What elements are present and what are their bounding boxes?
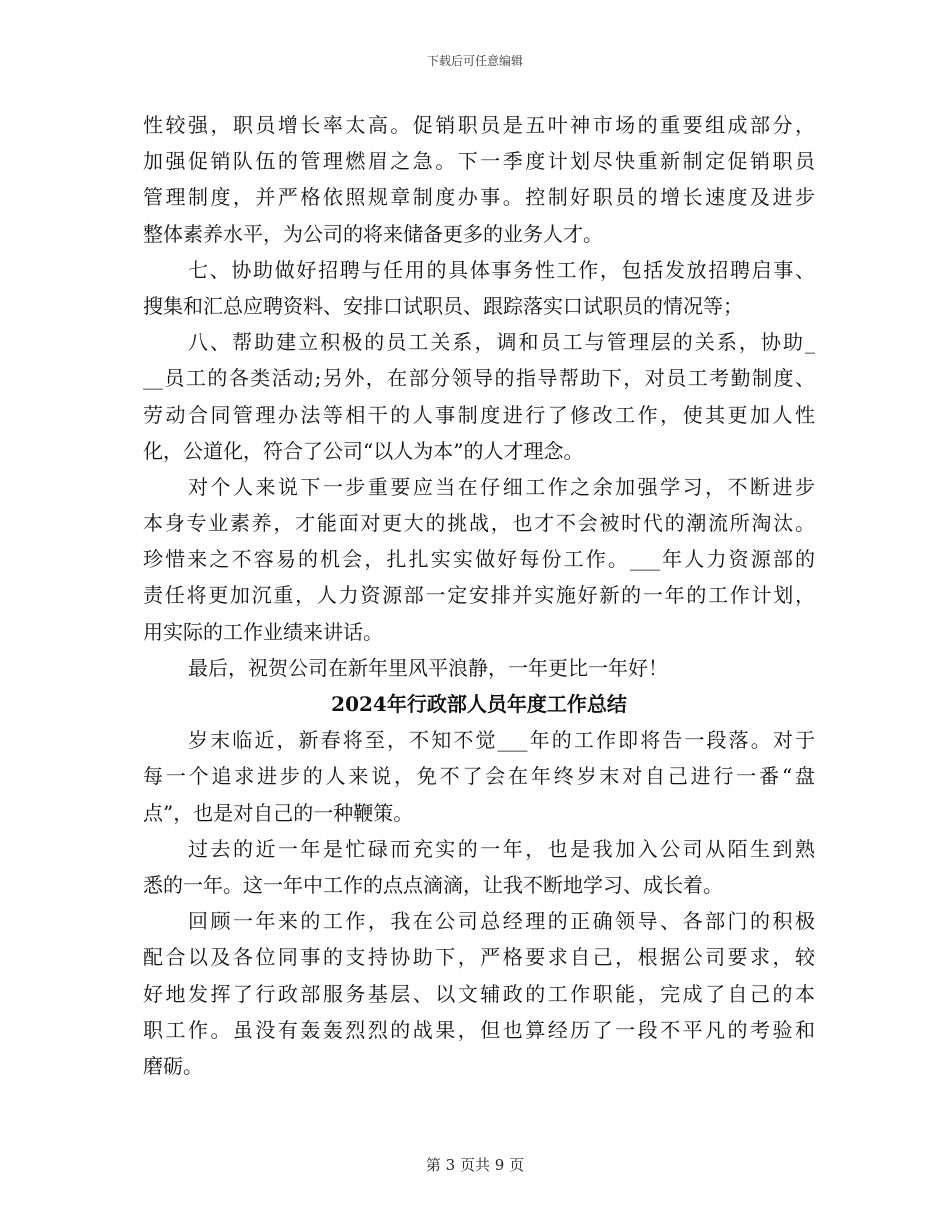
text-line: 本身专业素养，才能面对更大的挑战，也才不会被时代的潮流所淘汰。 xyxy=(143,511,815,536)
text-line: 最后，祝贺公司在新年里风平浪静，一年更比一年好！ xyxy=(188,655,668,680)
text-line: 八、帮助建立积极的员工关系，调和员工与管理层的关系，协助_ xyxy=(188,330,815,355)
page-header: 下载后可任意编辑 xyxy=(426,54,523,68)
text-line: 七、协助做好招聘与任用的具体事务性工作，包括发放招聘启事、 xyxy=(188,257,815,282)
text-line: 岁末临近，新春将至，不知不觉___年的工作即将告一段落。对于 xyxy=(188,728,815,753)
text-line: __员工的各类活动;另外，在部分领导的指导帮助下，对员工考勤制度、 xyxy=(143,366,815,391)
text-line: 过去的近一年是忙碌而充实的一年，也是我加入公司从陌生到熟 xyxy=(188,836,815,861)
text-line: 搜集和汇总应聘资料、安排口试职员、跟踪落实口试职员的情况等； xyxy=(143,293,743,318)
text-line: 劳动合同管理办法等相干的人事制度进行了修改工作，使其更加人性 xyxy=(143,402,815,427)
text-line: 每一个追求进步的人来说，免不了会在年终岁末对自己进行一番“盘 xyxy=(143,764,815,789)
text-line: 回顾一年来的工作，我在公司总经理的正确领导、各部门的积极 xyxy=(188,909,815,934)
text-line: 配合以及各位同事的支持协助下，严格要求自己，根据公司要求，较 xyxy=(143,945,815,970)
text-line: 加强促销队伍的管理燃眉之急。下一季度计划尽快重新制定促销职员 xyxy=(143,149,815,174)
text-line: 责任将更加沉重，人力资源部一定安排并实施好新的一年的工作计划， xyxy=(143,583,815,608)
text-line: 化，公道化，符合了公司“以人为本”的人才理念。 xyxy=(143,438,584,463)
text-line: 整体素养水平，为公司的将来储备更多的业务人才。 xyxy=(143,221,603,246)
text-line: 好地发挥了行政部服务基层、以文辅政的工作职能，完成了自己的本 xyxy=(143,981,815,1006)
page-footer: 第 3 页共 9 页 xyxy=(425,1156,525,1174)
document-body xyxy=(143,107,815,1084)
text-line: 磨砺。 xyxy=(143,1053,203,1078)
text-line: 性较强，职员增长率太高。促销职员是五叶神市场的重要组成部分， xyxy=(143,113,815,137)
text-line: 用实际的工作业绩来讲话。 xyxy=(143,619,383,644)
text-line: 对个人来说下一步重要应当在仔细工作之余加强学习，不断进步 xyxy=(188,474,815,499)
text-line: 点”，也是对自己的一种鞭策。 xyxy=(143,800,414,825)
text-line: 悉的一年。这一年中工作的点点滴滴，让我不断地学习、成长着。 xyxy=(143,872,723,897)
section-title: 2024年行政部人员年度工作总结 xyxy=(331,692,627,716)
text-line: 职工作。虽没有轰轰烈烈的战果，但也算经历了一段不平凡的考验和 xyxy=(143,1017,815,1042)
text-line: 珍惜来之不容易的机会，扎扎实实做好每份工作。___年人力资源部的 xyxy=(143,547,815,572)
text-line: 管理制度，并严格依照规章制度办事。控制好职员的增长速度及进步 xyxy=(143,185,815,210)
